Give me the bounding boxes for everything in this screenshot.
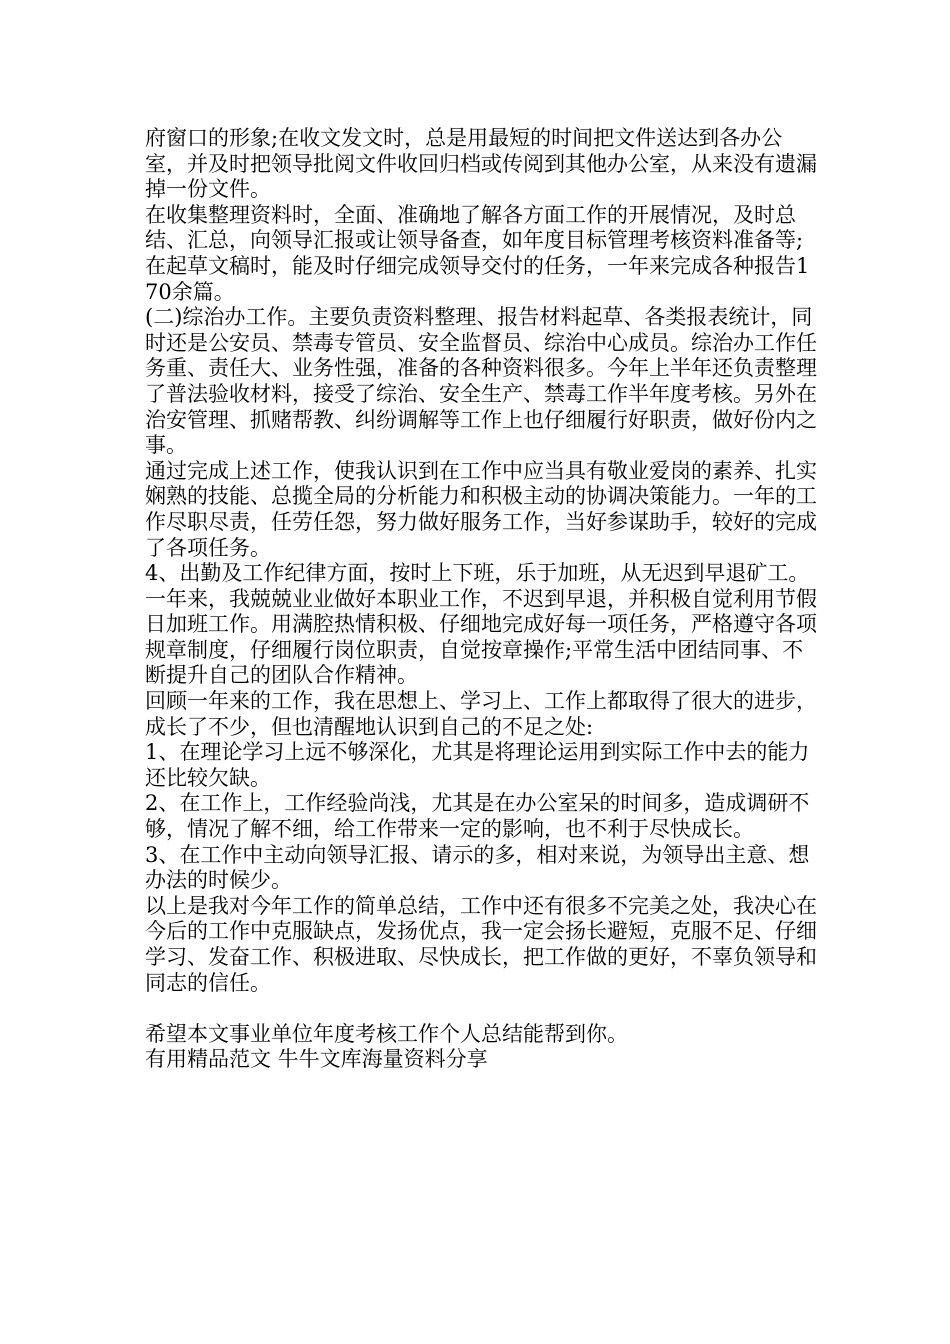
paragraph-10: 3、在工作中主动向领导汇报、请示的多，相对来说，为领导出主意、想办法的时候少。 [145, 842, 810, 893]
paragraph-8: 1、在理论学习上远不够深化，尤其是将理论运用到实际工作中去的能力还比较欠缺。 [145, 740, 810, 790]
closing-line: 希望本文事业单位年度考核工作个人总结能帮到你。 [145, 1021, 628, 1046]
paragraph-3: (二)综治办工作。主要负责资料整理、报告材料起草、各类报表统计，同时还是公安员、禁毒专管员、安全监督员、综治中心成员。综治办工作任务重、责任大、业务性强，准备的各种资料很多。今年上半年还负责整理了普法验收材料，接受了综治、安全生产、禁毒工作半年度考核。另外在治安管理、抓赌帮教、纠纷调解等工作上也仔细履行好职责，做好份内之事。 [145, 305, 817, 458]
paragraph-1: 府窗口的形象;在收文发文时，总是用最短的时间把文件送达到各办公室，并及时把领导批阅文件收回归档或传阅到其他办公室，从来没有遗漏掉一份文件。 [145, 126, 817, 202]
paragraph-2: 在收集整理资料时，全面、准确地了解各方面工作的开展情况，及时总结、汇总，向领导汇报或让领导备查，如年度目标管理考核资料准备等;在起草文稿时，能及时仔细完成领导交付的任务，一年来完成各种报告170余篇。 [145, 202, 810, 304]
document-body [145, 126, 817, 1073]
paragraph-6: 一年来，我兢兢业业做好本职业工作，不迟到早退，并积极自觉利用节假日加班工作。用满腔热情积极、仔细地完成好每一项任务，严格遵守各项规章制度，仔细履行岗位职责，自觉按章操作;平常生活中团结同事、不断提升自己的团队合作精神。 [145, 586, 817, 688]
footer-line: 有用精品范文 牛牛文库海量资料分享 [145, 1047, 488, 1072]
blank-line [145, 996, 817, 1022]
paragraph-4: 通过完成上述工作，使我认识到在工作中应当具有敬业爱岗的素养、扎实娴熟的技能、总揽全局的分析能力和积极主动的协调决策能力。一年的工作尽职尽责，任劳任怨，努力做好服务工作，当好参谋助手，较好的完成了各项任务。 [145, 458, 817, 560]
paragraph-7: 回顾一年来的工作，我在思想上、学习上、工作上都取得了很大的进步，成长了不少，但也清醒地认识到自己的不足之处: [145, 689, 817, 739]
paragraph-9: 2、在工作上，工作经验尚浅，尤其是在办公室呆的时间多，造成调研不够，情况了解不细，给工作带来一定的影响，也不利于尽快成长。 [145, 791, 810, 842]
paragraph-11: 以上是我对今年工作的简单总结，工作中还有很多不完美之处，我决心在今后的工作中克服缺点，发扬优点，我一定会扬长避短，克服不足、仔细学习、发奋工作、积极进取、尽快成长，把工作做的更好，不辜负领导和同志的信任。 [145, 893, 817, 995]
paragraph-5: 4、出勤及工作纪律方面，按时上下班，乐于加班，从无迟到早退矿工。 [145, 561, 810, 586]
